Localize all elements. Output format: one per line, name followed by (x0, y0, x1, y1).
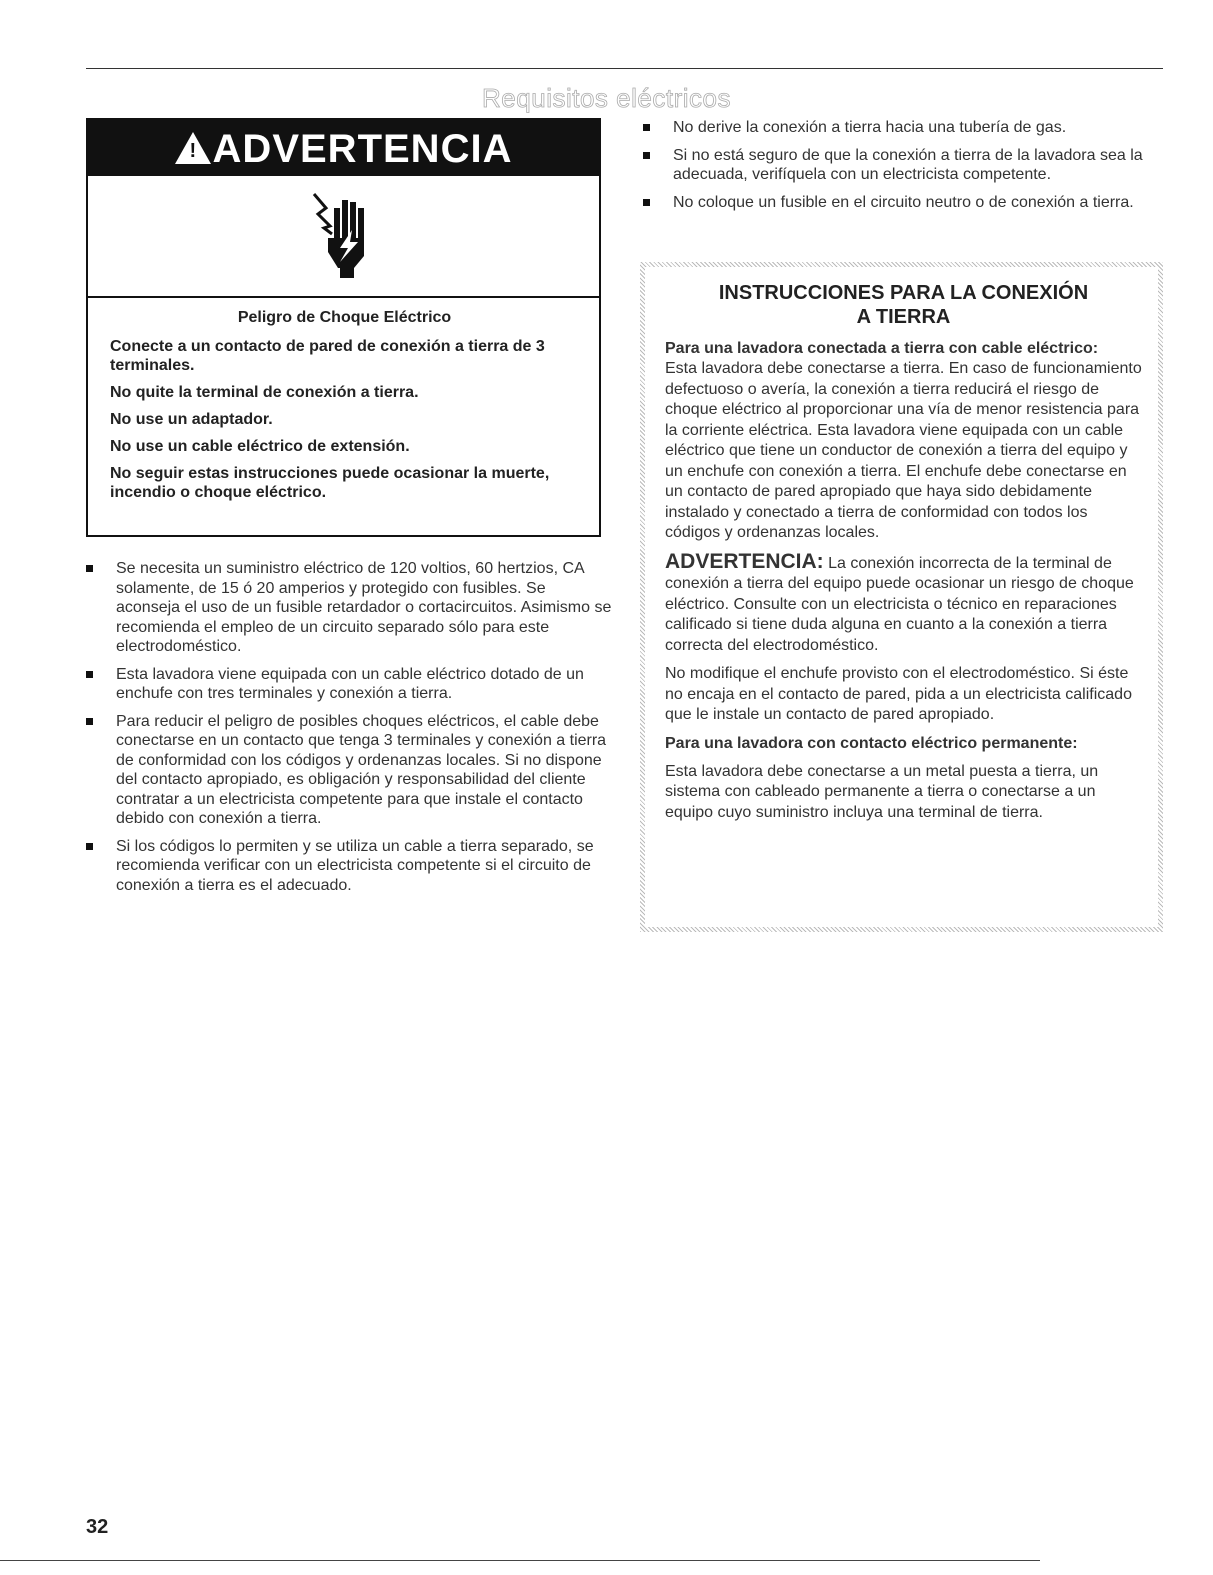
bottom-rule (0, 1560, 1040, 1561)
list-item (86, 559, 612, 657)
permanent-heading: Para una lavadora con contacto eléctrico permanente: (665, 734, 1078, 752)
warning-header-text: ADVERTENCIA (212, 127, 513, 171)
warning-line: No use un cable eléctrico de extensión. (110, 438, 410, 455)
bullet-square-icon (86, 843, 93, 850)
hazard-title: Peligro de Choque Eléctrico (237, 309, 452, 326)
plug-text: No modifique el enchufe provisto con el electrodoméstico. Si éste no encaja en el contacto de pared, pida a un electricista calificado que le instale un contacto de pared apropiado. (665, 665, 1132, 723)
instructions-title-line: A TIERRA (856, 306, 951, 328)
bullet-square-icon (86, 718, 93, 725)
bullet-square-icon (643, 199, 650, 206)
list-item (643, 146, 1163, 185)
list-item (86, 837, 612, 896)
list-item (86, 665, 612, 704)
warning-header (88, 120, 599, 176)
warning-box (86, 118, 601, 537)
warning-line: No seguir estas instrucciones puede ocasionar la muerte, incendio o choque eléctrico. (110, 465, 550, 501)
list-item (643, 118, 1163, 138)
corded-text: Esta lavadora debe conectarse a tierra. En caso de funcionamiento defectuoso o avería, la conexión a tierra reducirá el riesgo de choque eléctrico al proporcionar una vía de menor resistencia para la corriente eléctrica. Esta lavadora viene equipada con un cable eléctrico que tiene un conductor de conexión a tierra del equipo y un enchufe con conexión a tierra. El enchufe debe conectarse en un contacto de pared apropiado que haya sido debidamente instalado y conectado a tierra de conformidad con todos los códigos y ordenanzas locales. (665, 360, 1142, 541)
warning-word: ADVERTENCIA: (665, 549, 824, 573)
bullet-square-icon (86, 671, 93, 678)
bullet-square-icon (643, 152, 650, 159)
list-item (86, 712, 612, 829)
left-bullet-list (86, 559, 612, 903)
warning-paragraph (665, 549, 1142, 657)
warning-text: La conexión incorrecta de la terminal de conexión a tierra del equipo puede ocasionar un riesgo de choque eléctrico. Consulte con un electricista o técnico en reparaciones calificado si tiene duda alguna en cuanto a la conexión a tierra correcta del electrodoméstico. (665, 554, 1134, 654)
list-item-text: Esta lavadora viene equipada con un cable eléctrico dotado de un enchufe con tres terminales y conexión a tierra. (116, 665, 584, 702)
list-item-text: No coloque un fusible en el circuito neutro o de conexión a tierra. (673, 193, 1134, 211)
instructions-title (665, 281, 1142, 329)
list-item-text: Si los códigos lo permiten y se utiliza un cable a tierra separado, se recomienda verificar con un electricista competente si el circuito de conexión a tierra es el adecuado. (116, 837, 594, 894)
bullet-square-icon (86, 565, 93, 572)
right-bullet-list (643, 118, 1163, 220)
page-title: Requisitos eléctricos (482, 83, 731, 113)
corded-heading: Para una lavadora conectada a tierra con cable eléctrico: (665, 340, 1099, 357)
permanent-text: Esta lavadora debe conectarse a un metal puesta a tierra, un sistema con cableado permanente a tierra o conectarse a un equipo cuyo suministro incluya una terminal de tierra. (665, 762, 1099, 821)
warning-symbol-area (88, 176, 599, 298)
warning-triangle-icon: ! (175, 132, 211, 164)
list-item (643, 193, 1163, 213)
instructions-title-line: INSTRUCCIONES PARA LA CONEXIÓN (718, 282, 1089, 304)
page-number: 32 (86, 1516, 109, 1538)
list-item-text: Se necesita un suministro eléctrico de 120 voltios, 60 hertzios, CA solamente, de 15 ó 20 amperios y protegido con fusibles. Se aconseja el uso de un fusible retardador o cortacircuitos. Asimismo se recomienda el empleo de un circuito separado sólo para este electrodoméstico. (116, 560, 612, 655)
grounding-instructions-box (640, 262, 1163, 932)
list-item-text: Si no está seguro de que la conexión a tierra de la lavadora sea la adecuada, verifíquela con un electricista competente. (673, 146, 1143, 183)
warning-line: Conecte a un contacto de pared de conexión a tierra de 3 terminales. (110, 338, 545, 374)
bullet-square-icon (643, 124, 650, 131)
warning-line: No quite la terminal de conexión a tierra. (110, 384, 419, 401)
list-item-text: Para reducir el peligro de posibles choques eléctricos, el cable debe conectarse en un contacto que tenga 3 terminales y conexión a tierra de conformidad con los códigos y ordenanzas locales. Si no dispone del contacto apropiado, es obligación y responsabilidad del cliente contratar a un electricista competente para que instale el contacto debido con conexión a tierra. (116, 712, 607, 827)
electric-shock-hand-icon (304, 190, 374, 280)
warning-line: No use un adaptador. (110, 411, 273, 428)
top-rule (86, 68, 1163, 69)
list-item-text: No derive la conexión a tierra hacia una tubería de gas. (673, 119, 1067, 136)
